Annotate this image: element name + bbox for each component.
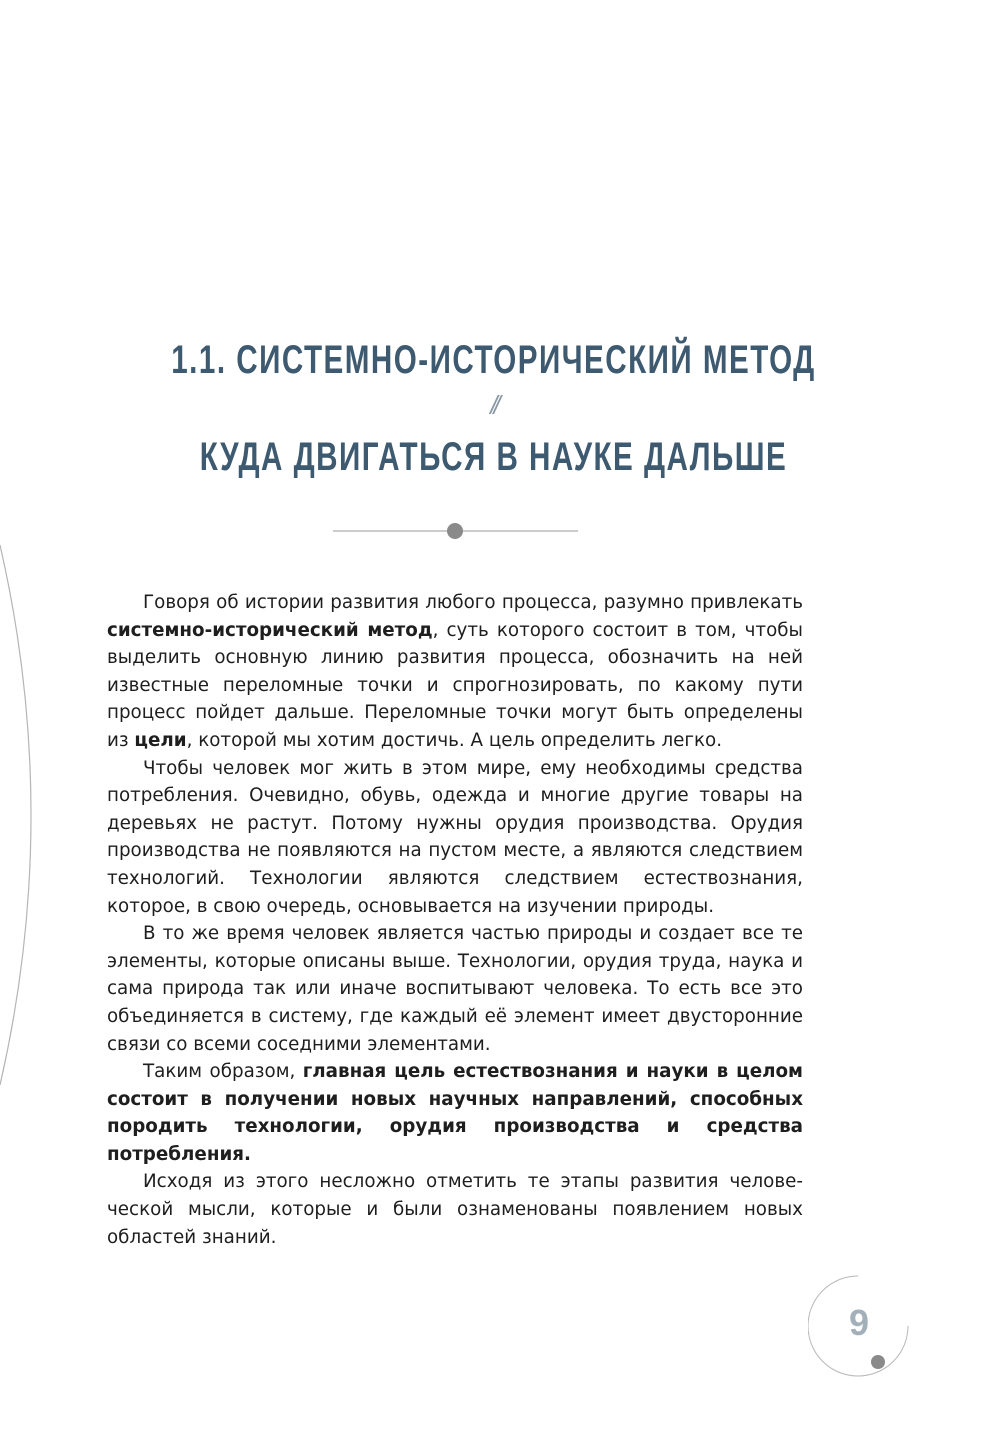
body-text — [107, 589, 803, 1251]
chapter-heading-line-2: КУДА ДВИГАТЬСЯ В НАУКЕ ДАЛЬШЕ — [199, 435, 788, 479]
page-number-dot-icon — [871, 1355, 885, 1369]
bold-text: цели — [134, 729, 187, 751]
bold-text: главная цель естествознания и науки в целом состоит в получении новых научных направлений, способных породить технологии, орудия производства и средства потребления. — [107, 1061, 803, 1165]
divider-dot-icon — [447, 523, 463, 539]
page-number-badge — [808, 1273, 914, 1379]
text-run: Таким образом, — [143, 1061, 303, 1083]
paragraph — [107, 1058, 803, 1168]
paragraph — [107, 589, 803, 755]
text-run: , суть которого состоит в том, чтобы выделить основную линию развития процесса, обозначить на ней известные переломные точки и спрогнозировать, по какому пути процесс пойдет дальше. Переломные точки могут быть определены из — [107, 619, 803, 751]
ornament-divider — [333, 520, 578, 542]
paragraph — [107, 1168, 803, 1251]
bold-text: системно-исторический метод — [107, 619, 433, 641]
text-run: Исходя из этого несложно отметить те этапы развития человеческой мысли, которые и были ознаменованы появлением новых областей знаний. — [107, 1171, 803, 1248]
text-run: Говоря об истории развития любого процесса, разумно привлекать — [143, 592, 803, 613]
paragraph — [107, 920, 803, 1058]
page-number: 9 — [848, 1302, 870, 1343]
decorative-left-arc — [0, 0, 60, 1447]
chapter-heading-line-1: 1.1. СИСТЕМНО-ИСТОРИЧЕСКИЙ МЕТОД — [171, 338, 816, 382]
text-run: В то же время человек является частью природы и создает все те элементы, которые описаны выше. Технологии, орудия труда, наука и сама природа так или иначе воспитывают человека. То есть все это объединяется в систему, где каждый её элемент имеет двусторонние связи со всеми соседними элементами. — [107, 923, 803, 1055]
paragraph — [107, 755, 803, 921]
heading-separator: // — [490, 390, 497, 420]
text-run: , которой мы хотим достичь. А цель определить легко. — [186, 729, 723, 751]
text-run: Чтобы человек мог жить в этом мире, ему необходимы средства потребления. Очевидно, обувь, одежда и многие другие товары на деревьях не растут. Потому нужны орудия производства. Орудия производства не появляются на пустом месте, а являются следствием технологий. Технологии являются следствием естествознания, которое, в свою очередь, основывается на изучении природы. — [107, 757, 803, 917]
